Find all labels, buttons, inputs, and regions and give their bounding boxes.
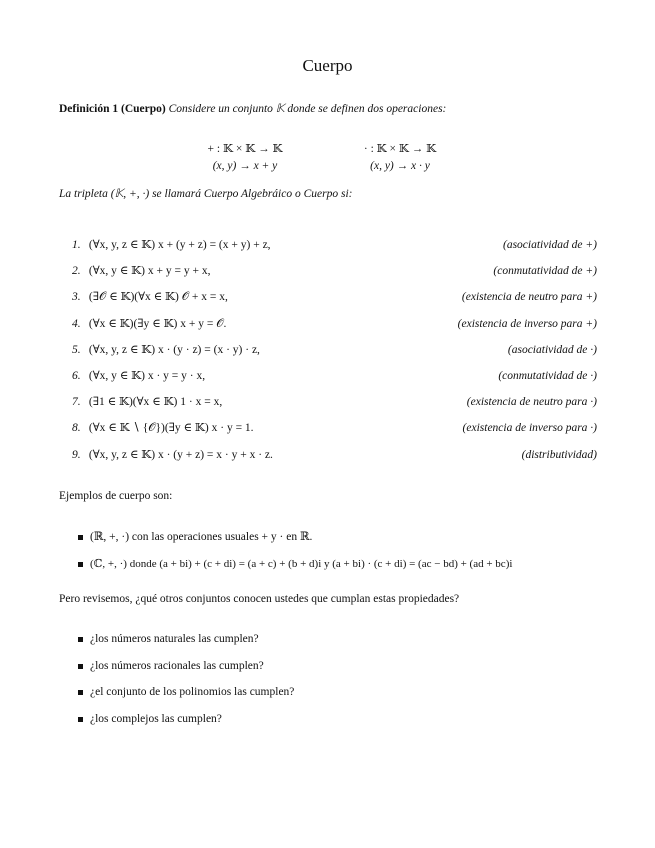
page-title: Cuerpo bbox=[302, 56, 353, 75]
axiom-item bbox=[72, 341, 597, 367]
question-item bbox=[78, 657, 294, 684]
sum-operation-signature: + : 𝕂 × 𝕂 → 𝕂 bbox=[207, 143, 283, 155]
axiom-number: 3. bbox=[72, 291, 81, 304]
product-operation-rule: (x, y) → x · y bbox=[370, 160, 430, 172]
axiom-note: (asociatividad de ·) bbox=[507, 343, 597, 356]
axiom-formula: (∀x, y ∈ 𝕂) x · y = y · x, bbox=[88, 369, 206, 382]
axiom-formula: (∀x ∈ 𝕂 ∖ {𝒪})(∃y ∈ 𝕂) x · y = 1. bbox=[88, 422, 254, 435]
axiom-number: 5. bbox=[72, 343, 81, 356]
tripleta-statement: La tripleta (𝕂, +, ·) se llamará Cuerpo Algebráico o Cuerpo si: bbox=[59, 188, 353, 200]
bullet-square-icon bbox=[78, 637, 83, 642]
axiom-note: (conmutatividad de +) bbox=[493, 265, 597, 278]
axiom-formula: (∀x, y, z ∈ 𝕂) x · (y · z) = (x · y) · z, bbox=[88, 343, 260, 356]
question-text: ¿los complejos las cumplen? bbox=[90, 712, 222, 725]
examples-list bbox=[78, 528, 512, 581]
question-item bbox=[78, 683, 294, 710]
axiom-number: 4. bbox=[72, 317, 81, 330]
axiom-formula: (∀x, y ∈ 𝕂) x + y = y + x, bbox=[88, 265, 211, 278]
bullet-square-icon bbox=[78, 562, 83, 567]
definition-name: (Cuerpo) bbox=[120, 103, 166, 115]
sum-operation bbox=[180, 141, 310, 175]
example-item bbox=[78, 555, 512, 582]
questions-list bbox=[78, 630, 294, 736]
axiom-note: (asociatividad de +) bbox=[503, 239, 597, 251]
question-item bbox=[78, 710, 294, 737]
axiom-note: (existencia de neutro para ·) bbox=[466, 396, 597, 409]
product-operation-signature: · : 𝕂 × 𝕂 → 𝕂 bbox=[363, 143, 437, 155]
question-item bbox=[78, 630, 294, 657]
question-text: ¿los números racionales las cumplen? bbox=[90, 659, 264, 672]
definition-label: Definición 1 bbox=[59, 103, 119, 115]
example-text: (ℝ, +, ·) con las operaciones usuales + y · en ℝ. bbox=[90, 531, 313, 543]
bullet-square-icon bbox=[78, 664, 83, 669]
axiom-formula: (∃1 ∈ 𝕂)(∀x ∈ 𝕂) 1 · x = x, bbox=[88, 396, 223, 409]
product-operation bbox=[335, 141, 465, 175]
definition-block bbox=[59, 101, 599, 115]
axiom-item bbox=[72, 393, 597, 419]
axiom-item bbox=[72, 315, 597, 341]
axiom-note: (existencia de neutro para +) bbox=[461, 291, 597, 304]
example-item bbox=[78, 528, 512, 555]
axiom-formula: (∀x, y, z ∈ 𝕂) x · (y + z) = x · y + x · z. bbox=[88, 448, 273, 461]
axioms-list bbox=[72, 236, 597, 472]
examples-heading: Ejemplos de cuerpo son: bbox=[59, 490, 173, 502]
bullet-square-icon bbox=[78, 535, 83, 540]
axiom-number: 9. bbox=[72, 448, 81, 461]
bullet-square-icon bbox=[78, 690, 83, 695]
axiom-item bbox=[72, 288, 597, 314]
axiom-item bbox=[72, 446, 597, 472]
question-text: ¿los números naturales las cumplen? bbox=[90, 633, 259, 645]
example-text: (ℂ, +, ·) donde (a + bi) + (c + di) = (a + c) + (b + d)i y (a + bi) · (c + di) = (ac − bd) + (ad + bc)i bbox=[90, 557, 513, 570]
axiom-item bbox=[72, 367, 597, 393]
axiom-number: 6. bbox=[72, 369, 81, 382]
axiom-number: 8. bbox=[72, 422, 81, 435]
axiom-formula: (∃𝒪 ∈ 𝕂)(∀x ∈ 𝕂) 𝒪 + x = x, bbox=[88, 291, 228, 304]
axiom-note: (distributividad) bbox=[521, 448, 597, 461]
axiom-item bbox=[72, 236, 597, 262]
axiom-note: (existencia de inverso para +) bbox=[457, 317, 597, 330]
axiom-formula: (∀x ∈ 𝕂)(∃y ∈ 𝕂) x + y = 𝒪. bbox=[88, 317, 227, 330]
axiom-number: 7. bbox=[72, 396, 81, 409]
axiom-number: 2. bbox=[72, 265, 81, 278]
axiom-note: (existencia de inverso para ·) bbox=[462, 422, 597, 435]
question-text: ¿el conjunto de los polinomios las cumplen? bbox=[90, 686, 295, 698]
sum-operation-rule: (x, y) → x + y bbox=[212, 160, 278, 172]
axiom-item bbox=[72, 419, 597, 445]
question-intro: Pero revisemos, ¿qué otros conjuntos conocen ustedes que cumplan estas propiedades? bbox=[59, 593, 460, 605]
axiom-number: 1. bbox=[72, 239, 81, 251]
bullet-square-icon bbox=[78, 717, 83, 722]
axiom-item bbox=[72, 262, 597, 288]
definition-text: Considere un conjunto 𝕂 donde se definen dos operaciones: bbox=[168, 103, 447, 115]
axiom-formula: (∀x, y, z ∈ 𝕂) x + (y + z) = (x + y) + z, bbox=[88, 239, 271, 251]
axiom-note: (conmutatividad de ·) bbox=[498, 369, 597, 382]
